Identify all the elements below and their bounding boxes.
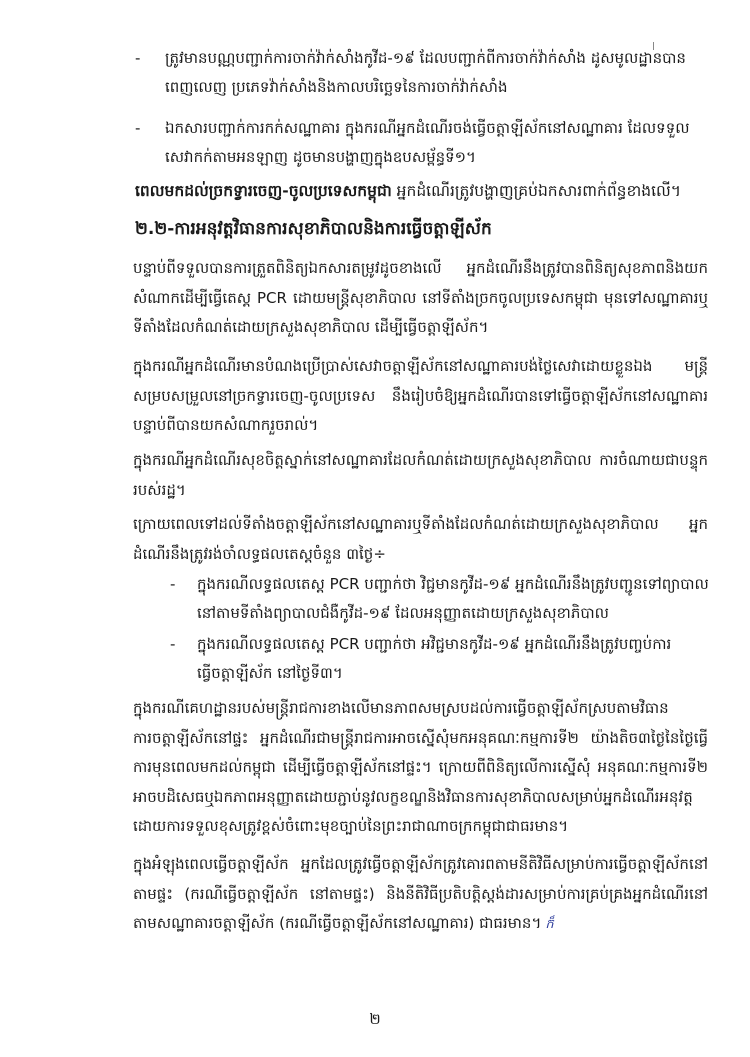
bullet-dash: -	[135, 119, 141, 137]
page-number: ២	[369, 1010, 381, 1028]
paragraph-text: បន្ទាប់ពីទទួលបានការត្រួតពិនិត្យឯកសារតម្រូវដូចខាងលើ អ្នកដំណើរនឹងត្រូវបានពិនិត្យសុខភាពនិងយកសំណាកដើម្បីធ្វើតេស្ត PCR ដោយមន្ត្រីសុខាភិបាល នៅទីតាំងច្រកចូលប្រទេសកម្ពុជា មុនទៅសណ្ឋាគារឬទីតាំងដែលកំណត់ដោយក្រសួងសុខាភិបាល ដើម្បីធ្វើចត្តាឡីស័ក។	[133, 259, 708, 336]
paragraph-text: ក្រោយពេលទៅដល់ទីតាំងចត្តាឡីស័កនៅសណ្ឋាគារឬទីតាំងដែលកំណត់ដោយក្រសួងសុខាភិបាល អ្នកដំណើរនឹងត្រូវរង់ចាំលទ្ធផលតេស្តចំនួន ៣ថ្ងៃ÷	[133, 515, 708, 563]
paragraph-text: ក្នុងអំឡុងពេលធ្វើចត្តាឡីស័ក អ្នកដែលត្រូវធ្វើចត្តាឡីស័កត្រូវគោរពតាមនីតិវិធីសម្រាប់ការធ្វើចត្តាឡីស័កនៅតាមផ្ទះ (ករណីធ្វើចត្តាឡីស័ក នៅតាមផ្ទះ) និងនីតិវិធីប្រតិបត្តិស្តង់ដារសម្រាប់ការគ្រប់គ្រងអ្នកដំណើរនៅតាមសណ្ឋាគារចត្តាឡីស័ក (ករណីធ្វើចត្តាឡីស័កនៅសណ្ឋាគារ) ជាធរមាន។	[133, 855, 708, 932]
bullet-text: ក្នុងករណីលទ្ធផលតេស្ត PCR បញ្ជាក់ថា អវិជ្ជមានកូវីដ-១៩ អ្នកដំណើរនឹងត្រូវបញ្ចប់ការធ្វើចត្តាឡីស័ក នៅថ្ងៃទី៣។	[197, 635, 672, 682]
paragraph-state-cost	[133, 446, 708, 505]
bullet-dash: -	[170, 635, 176, 653]
arrival-instruction	[135, 176, 735, 206]
bullet-dash: -	[135, 49, 141, 67]
sub-bullet-positive	[170, 570, 710, 628]
bullet-item-hotel-booking	[135, 114, 715, 172]
paragraph-quarantine-procedure	[133, 850, 708, 940]
paragraph-wait-results	[133, 510, 708, 569]
initial-signature: ក៏	[545, 917, 554, 932]
arrival-rest: អ្នកដំណើរត្រូវបង្ហាញគ្រប់ឯកសារពាក់ព័ន្ធខាងលើ។	[391, 182, 681, 200]
paragraph-health-check	[133, 254, 708, 343]
section-heading: ២.២-ការអនុវត្តវិធានការសុខាភិបាលនិងការធ្វើចត្តាឡីស័ក	[135, 219, 492, 239]
bullet-item-vaccination-card	[135, 44, 715, 102]
paragraph-home-quarantine	[133, 694, 708, 842]
paragraph-text: ក្នុងករណីអ្នកដំណើរសុខចិត្តស្នាក់នៅសណ្ឋាគារដែលកំណត់ដោយក្រសួងសុខាភិបាល ការចំណាយជាបន្ទុករបស់រដ្ឋ។	[133, 451, 708, 499]
paragraph-paid-hotel	[133, 352, 708, 441]
paragraph-text: ក្នុងករណីអ្នកដំណើរមានបំណងប្រើប្រាស់សេវាចត្តាឡីស័កនៅសណ្ឋាគារបង់ថ្លៃសេវាដោយខ្លួនឯង មន្ត្រីសម្របសម្រួលនៅច្រកទ្វារចេញ-ចូលប្រទេស នឹងរៀបចំឱ្យអ្នកដំណើរបានទៅធ្វើចត្តាឡីស័កនៅសណ្ឋាគារ បន្ទាប់ពីបានយកសំណាករួចរាល់។	[133, 357, 708, 434]
arrival-bold-lead: ពេលមកដល់ច្រកទ្វារចេញ-ចូលប្រទេសកម្ពុជា	[135, 182, 392, 200]
bullet-dash: -	[170, 575, 176, 593]
bullet-text: ត្រូវមានបណ្ណបញ្ជាក់ការចាក់វ៉ាក់សាំងកូវីដ-១៩ ដែលបញ្ជាក់ពីការចាក់វ៉ាក់សាំង ដូសមូលដ្ឋានបានពេញលេញ ប្រភេទវ៉ាក់សាំងនិងកាលបរិច្ឆេទនៃការចាក់វ៉ាក់សាំង	[165, 49, 686, 96]
paragraph-text: ក្នុងករណីគេហដ្ឋានរបស់មន្ត្រីរាជការខាងលើមានភាពសមស្របដល់ការធ្វើចត្តាឡីស័កស្របតាមវិធានការចត្តាឡីស័កនៅផ្ទះ អ្នកដំណើរជាមន្ត្រីរាជការអាចស្នើសុំមកអនុគណៈកម្មការទី២ យ៉ាងតិច៣ថ្ងៃនៃថ្ងៃធ្វើការមុនពេលមកដល់កម្ពុជា ដើម្បីធ្វើចត្តាឡីស័កនៅផ្ទះ។ ក្រោយពីពិនិត្យលើការស្នើសុំ អនុគណៈកម្មការទី២ អាចបដិសេធឬឯកភាពអនុញ្ញាតដោយភ្ជាប់នូវលក្ខខណ្ឌនិងវិធានការសុខាភិបាលសម្រាប់អ្នកដំណើរអនុវត្តដោយការទទួលខុសត្រូវខ្ពស់ចំពោះមុខច្បាប់នៃព្រះរាជាណាចក្រកម្ពុជាជាធរមាន។	[133, 699, 708, 835]
bullet-text: ក្នុងករណីលទ្ធផលតេស្ត PCR បញ្ជាក់ថា វិជ្ជមានកូវីដ-១៩ អ្នកដំណើរនឹងត្រូវបញ្ជូនទៅព្យាបាលនៅតាមទីតាំងព្យាបាលជំងឺកូវីដ-១៩ ដែលអនុញ្ញាតដោយក្រសួងសុខាភិបាល	[197, 575, 709, 622]
bullet-text: ឯកសារបញ្ជាក់ការកក់សណ្ឋាគារ ក្នុងករណីអ្នកដំណើរចង់ធ្វើចត្តាឡីស័កនៅសណ្ឋាគារ ដែលទទួលសេវាកក់តាមអនឡាញ ដូចមានបង្ហាញក្នុងឧបសម្ព័ន្ធទី១។	[165, 119, 690, 166]
sub-bullet-negative	[170, 630, 710, 688]
